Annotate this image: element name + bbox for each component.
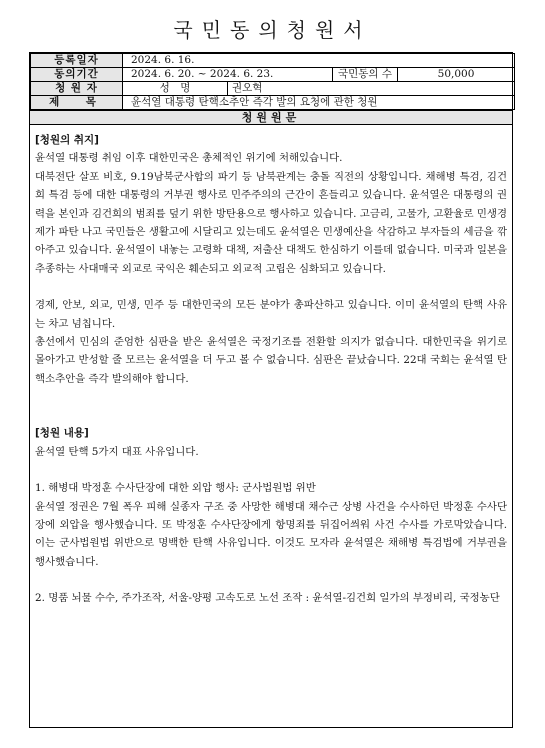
petition-form [29, 52, 513, 728]
name-label: 성 명 [123, 82, 228, 96]
subject-label: 제 목 [31, 96, 123, 110]
submit-date-label: 등록일자 [31, 54, 123, 68]
purpose-paragraph: 경제, 안보, 외교, 민생, 민주 등 대한민국의 모든 분야가 총파산하고 있습니다. 이미 윤석열의 탄핵 사유는 차고 넘칩니다. [35, 299, 507, 330]
name-value: 권오혁 [228, 82, 515, 96]
petition-body [30, 125, 512, 608]
document-title: 국민동의청원서 [173, 18, 372, 42]
purpose-paragraph: 총선에서 민심의 준엄한 심판을 받은 윤석열은 국정기조를 전환할 의지가 없습니다. 대한민국을 위기로 몰아가고 반성할 줄 모르는 윤석열을 더 두고 볼 수 없습니다. 심판은 끝났습니다. 22대 국회는 윤석열 탄핵소추안을 즉각 발의해야 합니다. [35, 336, 507, 385]
original-text-header: 청원원문 [30, 110, 512, 125]
item-title: 2. 명품 뇌물 수수, 주가조작, 서울-양평 고속도로 노선 조작 : 윤석열-김건희 일가의 부정비리, 국정농단 [35, 592, 500, 605]
period-value: 2024. 6. 20. ~ 2024. 6. 23. [123, 68, 333, 82]
item-title: 1. 해병대 박정훈 수사단장에 대한 외압 행사: 군사법원법 위반 [35, 482, 316, 495]
period-label: 동의기간 [31, 68, 123, 82]
content-intro: 윤석열 탄핵 5가지 대표 사유입니다. [35, 445, 199, 458]
item-body: 윤석열 정권은 7월 폭우 피해 실종자 구조 중 사망한 해병대 채수근 상병 사건을 수사하던 박정훈 수사단장에 외압을 행사했습니다. 또 박정훈 수사단장에게 항명죄를 뒤집어씌워 사건 수사를 가로막았습니다. 이는 군사법원법 위반으로 명백한 탄핵 사유입니다. 이것도 모자라 윤석열은 채해병 특검법에 거부권을 행사했습니다. [35, 500, 507, 568]
subject-value: 윤석열 대통령 탄핵소추안 즉각 발의 요청에 관한 청원 [123, 96, 515, 110]
purpose-paragraph: 윤석열 대통령 취임 이후 대한민국은 총체적인 위기에 처해있습니다. [35, 152, 343, 165]
agree-count-value: 50,000 [398, 68, 515, 82]
agree-count-label: 국민동의 수 [333, 68, 398, 82]
submit-date-value: 2024. 6. 16. [123, 54, 515, 68]
petition-meta-table [30, 53, 515, 110]
purpose-paragraph: 대북전단 살포 비호, 9.19남북군사합의 파기 등 남북관계는 충돌 직전의 상황입니다. 채해병 특검, 김건희 특검 등에 대한 대통령의 거부권 행사로 민주주의의 근간이 흔들리고 있습니다. 윤석열은 대통령의 권력을 본인과 김건희의 범죄를 덮기 위한 방탄용으로 행사하고 있습니다. 고금리, 고물가, 고환율로 민생경제가 파탄 나고 국민들은 생활고에 시달리고 있는데도 윤석열은 민생예산을 삭감하고 부자들의 세금을 깎아주고 있습니다. 윤석열이 내놓는 고령화 대책, 저출산 대책도 한심하기 이를데 없습니다. 미국과 일본을 추종하는 사대매국 외교로 국익은 훼손되고 외교적 고립은 심화되고 있습니다. [35, 170, 507, 275]
petitioner-label: 청 원 자 [31, 82, 123, 96]
purpose-heading: [청원의 취지] [35, 134, 99, 146]
content-heading: [청원 내용] [35, 427, 89, 440]
